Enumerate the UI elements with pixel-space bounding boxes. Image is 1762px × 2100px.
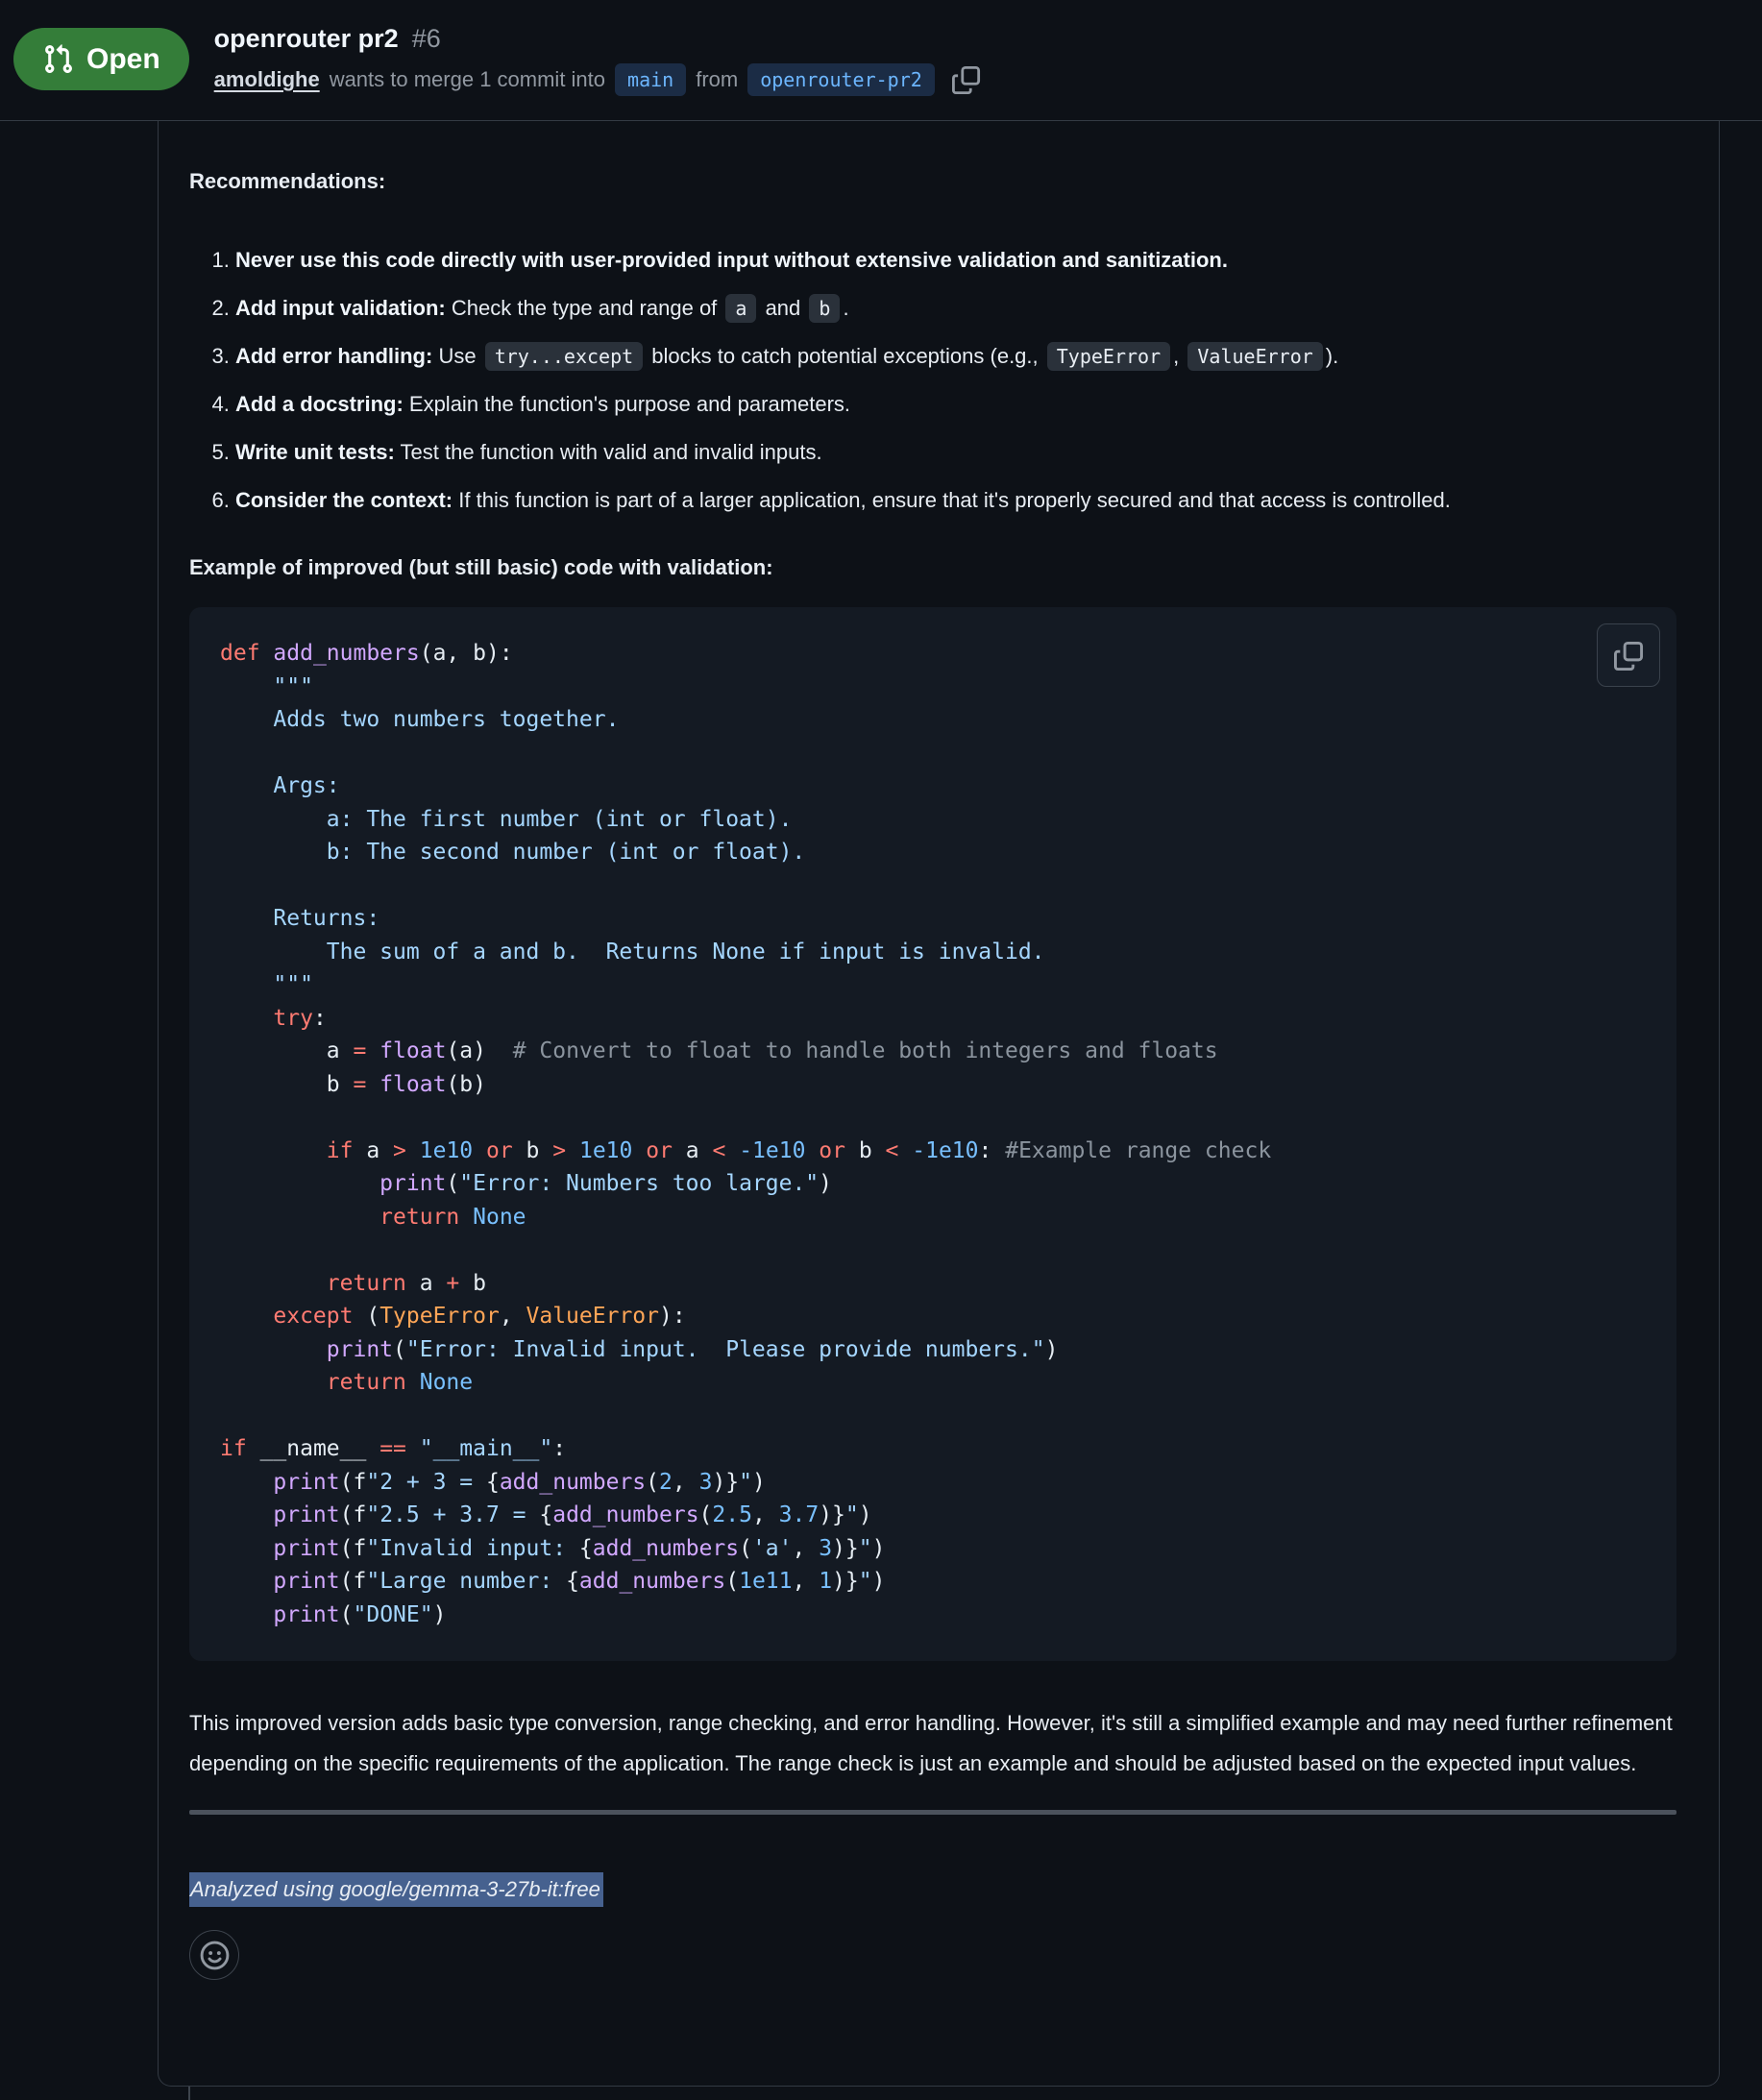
copy-icon xyxy=(952,65,981,94)
copy-icon xyxy=(1614,641,1644,671)
smiley-icon xyxy=(199,1940,231,1971)
analyzed-note xyxy=(189,1869,1676,1910)
timeline-connector xyxy=(188,2087,190,2100)
from-text: from xyxy=(696,66,739,91)
code-content: def add_numbers(a, b): """ Adds two numbers together. Args: a: The first number (int or float). b: The second number (int or float). Returns: The sum of a and b. Returns None if input is invalid. """ try: a = float(a) # Convert to float to handle both integers and floats b = float(b) if a > 1e10 or b > 1e10 or a < -1e10 or b < -1e10: #Example range check print("Error: Numbers too large.") return None return a + b except (TypeError, ValueError): print("Error: Invalid input. Please provide numbers.") return None if __name__ == "__main__": print(f"2 + 3 = {add_numbers(2, 3)}") print(f"2.5 + 3.7 = {add_numbers(2.5, 3.7)}") print(f"Invalid input: {add_numbers('a', 3)}") print(f"Large number: {add_numbers(1e11, 1)}") print("DONE") xyxy=(220,641,1272,1627)
author-link[interactable]: amoldighe xyxy=(213,66,320,91)
recommendations-list xyxy=(189,240,1676,521)
inline-code: a xyxy=(725,294,756,323)
inline-code: try...except xyxy=(485,342,644,371)
list-item: 6. Consider the context: If this function is part of a larger application, ensure that it's properly secured and that access is controlled. xyxy=(235,480,1676,521)
pr-title-block xyxy=(214,23,981,96)
comment-card xyxy=(158,121,1720,2087)
example-heading: Example of improved (but still basic) code with validation: xyxy=(189,555,773,579)
recommendations-heading: Recommendations: xyxy=(189,169,386,193)
inline-code: TypeError xyxy=(1047,342,1170,371)
copy-code-button[interactable] xyxy=(1597,623,1660,687)
list-item: 5. Write unit tests: Test the function with valid and invalid inputs. xyxy=(235,432,1676,473)
pr-subtitle xyxy=(214,63,981,96)
list-item: 3. Add error handling: Use try...except blocks to catch potential exceptions (e.g., TypeError , ValueError ). xyxy=(235,336,1676,377)
add-reaction-button[interactable] xyxy=(189,1930,239,1980)
list-item: 1. Never use this code directly with user-provided input without extensive validation and sanitization. xyxy=(235,240,1676,281)
copy-branch-button[interactable] xyxy=(952,65,981,94)
pr-title: openrouter pr2 xyxy=(213,24,399,53)
base-branch-badge[interactable]: main xyxy=(615,63,686,96)
divider xyxy=(189,1810,1676,1815)
pr-status-label: Open xyxy=(86,42,160,75)
pr-number: #6 xyxy=(411,24,441,53)
head-branch-badge[interactable]: openrouter-pr2 xyxy=(747,63,935,96)
list-item: 2. Add input validation: Check the type and range of a and b . xyxy=(235,288,1676,329)
inline-code: ValueError xyxy=(1187,342,1322,371)
summary-paragraph: This improved version adds basic type conversion, range checking, and error handling. However, it's still a simplified example and may need further refinement depending on the specific requirements of the application. The range check is just an example and should be adjusted based on the expected input values. xyxy=(189,1711,1673,1775)
code-block xyxy=(189,607,1676,1661)
merge-text: wants to merge 1 commit into xyxy=(329,66,606,91)
selected-text: Analyzed using google/gemma-3-27b-it:free xyxy=(189,1872,603,1907)
git-pull-request-icon xyxy=(42,43,74,75)
inline-code: b xyxy=(809,294,840,323)
pr-status-badge xyxy=(13,28,189,90)
list-item: 4. Add a docstring: Explain the function's purpose and parameters. xyxy=(235,384,1676,425)
pr-header xyxy=(0,0,1762,121)
comment-body xyxy=(189,161,1676,1980)
